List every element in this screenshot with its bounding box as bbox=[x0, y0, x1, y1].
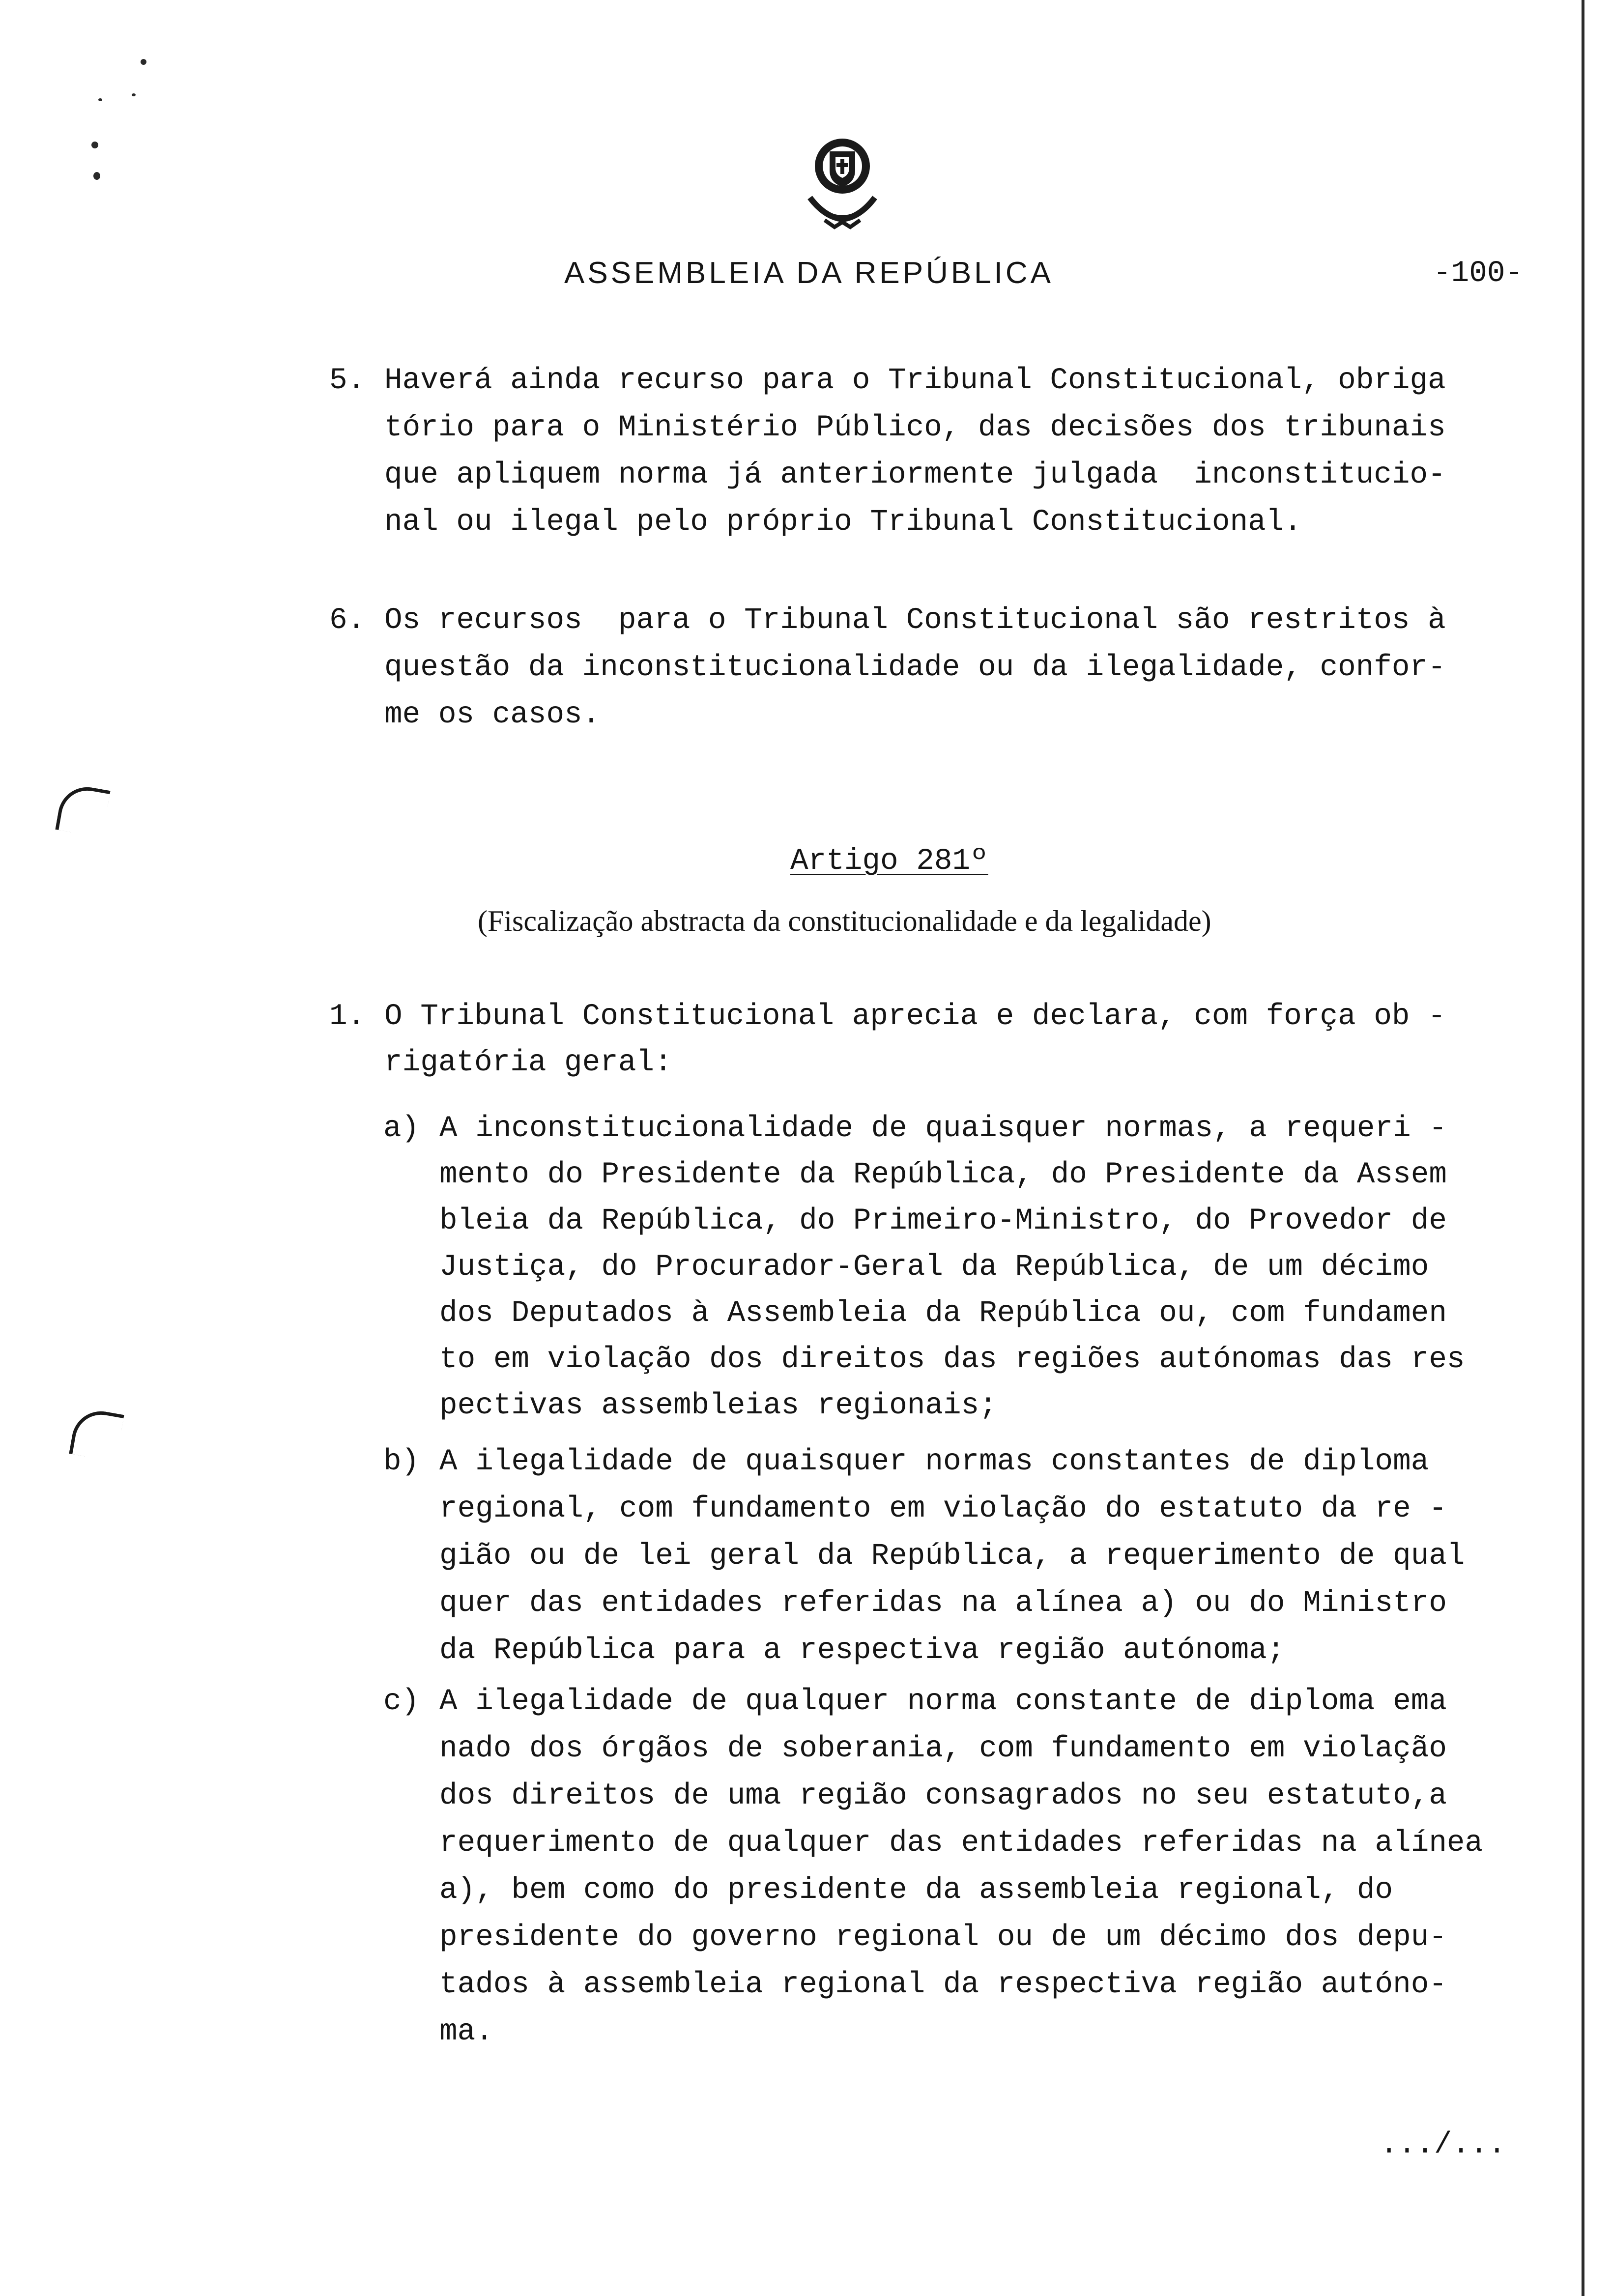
line-text: Haverá ainda recurso para o Tribunal Constitucional, obriga bbox=[384, 364, 1446, 398]
subitem-line: to em violação dos direitos das regiões autónomas das res bbox=[439, 1343, 1465, 1377]
paragraph-number: 5. bbox=[329, 364, 366, 398]
paragraph-line: Os recursos para o Tribunal Constitucional são restritos à bbox=[384, 603, 1446, 637]
page-header-title: ASSEMBLEIA DA REPÚBLICA bbox=[564, 256, 1054, 290]
portuguese-coat-of-arms-icon bbox=[795, 134, 890, 237]
page-number: -100- bbox=[1433, 257, 1524, 290]
paragraph-line: que apliquem norma já anteriormente julgada inconstitucio- bbox=[384, 458, 1446, 492]
continuation-marker: .../... bbox=[1380, 2128, 1506, 2162]
binder-hole-mark bbox=[69, 1406, 124, 1462]
scan-speck bbox=[93, 172, 100, 180]
article-title: Artigo 281º bbox=[790, 844, 988, 878]
article-subtitle: (Fiscalização abstracta da constitucionalidade e da legalidade) bbox=[478, 905, 1211, 937]
subitem-line: a), bem como do presidente da assembleia regional, do bbox=[439, 1873, 1393, 1907]
subitem-line: presidente do governo regional ou de um décimo dos depu- bbox=[439, 1921, 1447, 1954]
paragraph-line: O Tribunal Constitucional aprecia e declara, com força ob - bbox=[384, 1000, 1446, 1033]
scan-speck bbox=[141, 59, 146, 65]
scan-speck bbox=[132, 93, 136, 96]
paragraph-line: questão da inconstitucionalidade ou da ilegalidade, confor- bbox=[384, 651, 1446, 685]
binder-hole-mark bbox=[55, 782, 110, 837]
subitem-line: A inconstitucionalidade de quaisquer normas, a requeri - bbox=[439, 1112, 1447, 1146]
paragraph-line: rigatória geral: bbox=[384, 1046, 672, 1080]
paragraph-line: nal ou ilegal pelo próprio Tribunal Constitucional. bbox=[384, 505, 1302, 539]
paragraph-line: me os casos. bbox=[384, 698, 601, 732]
subitem-label: a) bbox=[383, 1112, 420, 1146]
subitem-label: c) bbox=[383, 1685, 420, 1719]
paragraph-line bbox=[384, 364, 1446, 398]
page-border-rule bbox=[1582, 0, 1584, 2296]
subitem-line: tados à assembleia regional da respectiva região autóno- bbox=[439, 1968, 1447, 2002]
subitem-line: nado dos órgãos de soberania, com fundamento em violação bbox=[439, 1732, 1447, 1766]
scan-speck bbox=[91, 142, 98, 148]
item-number: 1. bbox=[329, 1000, 366, 1033]
subitem-line: requerimento de qualquer das entidades referidas na alínea bbox=[439, 1826, 1483, 1860]
subitem-line: Justiça, do Procurador-Geral da República, de um décimo bbox=[439, 1250, 1429, 1284]
subitem-line: pectivas assembleias regionais; bbox=[439, 1389, 997, 1423]
subitem-line: A ilegalidade de quaisquer normas constantes de diploma bbox=[439, 1445, 1429, 1479]
subitem-label: b) bbox=[383, 1445, 420, 1479]
subitem-line: A ilegalidade de qualquer norma constante de diploma ema bbox=[439, 1685, 1447, 1719]
paragraph-number: 6. bbox=[329, 603, 366, 637]
subitem-line: gião ou de lei geral da República, a requerimento de qual bbox=[439, 1539, 1465, 1573]
subitem-line: bleia da República, do Primeiro-Ministro, do Provedor de bbox=[439, 1204, 1447, 1238]
subitem-line: dos direitos de uma região consagrados no seu estatuto,a bbox=[439, 1779, 1447, 1813]
scan-speck bbox=[98, 98, 102, 101]
subitem-line: da República para a respectiva região autónoma; bbox=[439, 1634, 1285, 1667]
subitem-line: ma. bbox=[439, 2015, 493, 2049]
subitem-line: mento do Presidente da República, do Presidente da Assem bbox=[439, 1158, 1447, 1192]
paragraph-line: tório para o Ministério Público, das decisões dos tribunais bbox=[384, 411, 1446, 445]
subitem-line: dos Deputados à Assembleia da República ou, com fundamen bbox=[439, 1296, 1447, 1330]
subitem-line: regional, com fundamento em violação do estatuto da re - bbox=[439, 1492, 1447, 1526]
subitem-line: quer das entidades referidas na alínea a) ou do Ministro bbox=[439, 1586, 1447, 1620]
